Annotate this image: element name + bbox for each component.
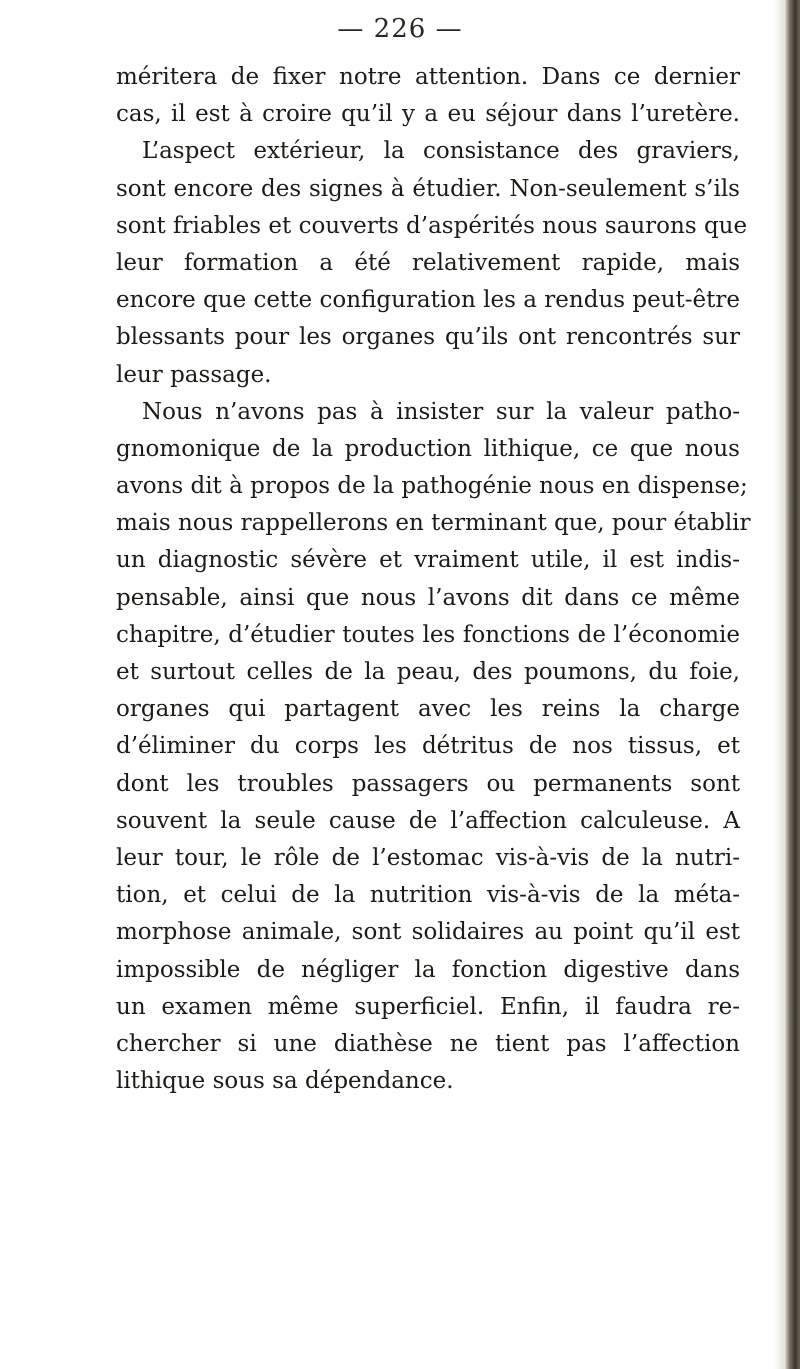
text-line: chapitre, d’étudier toutes les fonctions de l’économie bbox=[116, 621, 740, 648]
text-line: lithique sous sa dépendance. bbox=[116, 1068, 454, 1095]
text-line: avons dit à propos de la pathogénie nous en dispense; bbox=[116, 473, 748, 500]
text-line: un diagnostic sévère et vraiment utile, il est indis- bbox=[116, 547, 740, 574]
text-line: encore que cette configuration les a rendus peut-être bbox=[116, 287, 740, 314]
text-line: sont friables et couverts d’aspérités nous saurons que bbox=[116, 212, 748, 239]
text-line: gnomonique de la production lithique, ce que nous bbox=[116, 435, 740, 462]
text-line: tion, et celui de la nutrition vis-à-vis de la méta- bbox=[116, 882, 740, 909]
text-line: et surtout celles de la peau, des poumons, du foie, bbox=[116, 659, 740, 685]
text-line: morphose animale, sont solidaires au point qu’il est bbox=[116, 919, 740, 946]
text-line: d’éliminer du corps les détritus de nos tissus, et bbox=[116, 733, 740, 760]
text-line: souvent la seule cause de l’affection calculeuse. A bbox=[116, 807, 740, 834]
text-line: organes qui partagent avec les reins la charge bbox=[116, 696, 740, 723]
text-line: dont les troubles passagers ou permanents sont bbox=[116, 770, 740, 797]
text-line: L’aspect extérieur, la consistance des graviers, bbox=[142, 138, 740, 165]
text-line: leur passage. bbox=[116, 361, 272, 388]
text-line: cas, il est à croire qu’il y a eu séjour dans l’uretère. bbox=[116, 101, 740, 128]
page-edge-shadow bbox=[774, 0, 784, 1369]
text-line: blessants pour les organes qu’ils ont rencontrés sur bbox=[116, 324, 740, 351]
text-line: pensable, ainsi que nous l’avons dit dans ce même bbox=[116, 584, 740, 611]
text-line: leur formation a été relativement rapide, mais bbox=[116, 249, 740, 276]
page-number: — 226 — bbox=[337, 14, 463, 44]
text-line: leur tour, le rôle de l’estomac vis-à-vis de la nutri- bbox=[116, 844, 740, 871]
text-line: impossible de négliger la fonction digestive dans bbox=[116, 956, 740, 983]
text-line: méritera de fixer notre attention. Dans ce dernier bbox=[116, 64, 740, 90]
text-line: Nous n’avons pas à insister sur la valeur patho- bbox=[142, 398, 740, 425]
text-line: mais nous rappellerons en terminant que, pour établir bbox=[116, 510, 751, 537]
book-binding-edge bbox=[784, 0, 800, 1369]
text-line: chercher si une diathèse ne tient pas l’affection bbox=[116, 1030, 740, 1057]
body-text bbox=[116, 59, 751, 1100]
text-line: un examen même superficiel. Enfin, il faudra re- bbox=[116, 993, 740, 1020]
text-line: sont encore des signes à étudier. Non-seulement s’ils bbox=[116, 175, 740, 202]
